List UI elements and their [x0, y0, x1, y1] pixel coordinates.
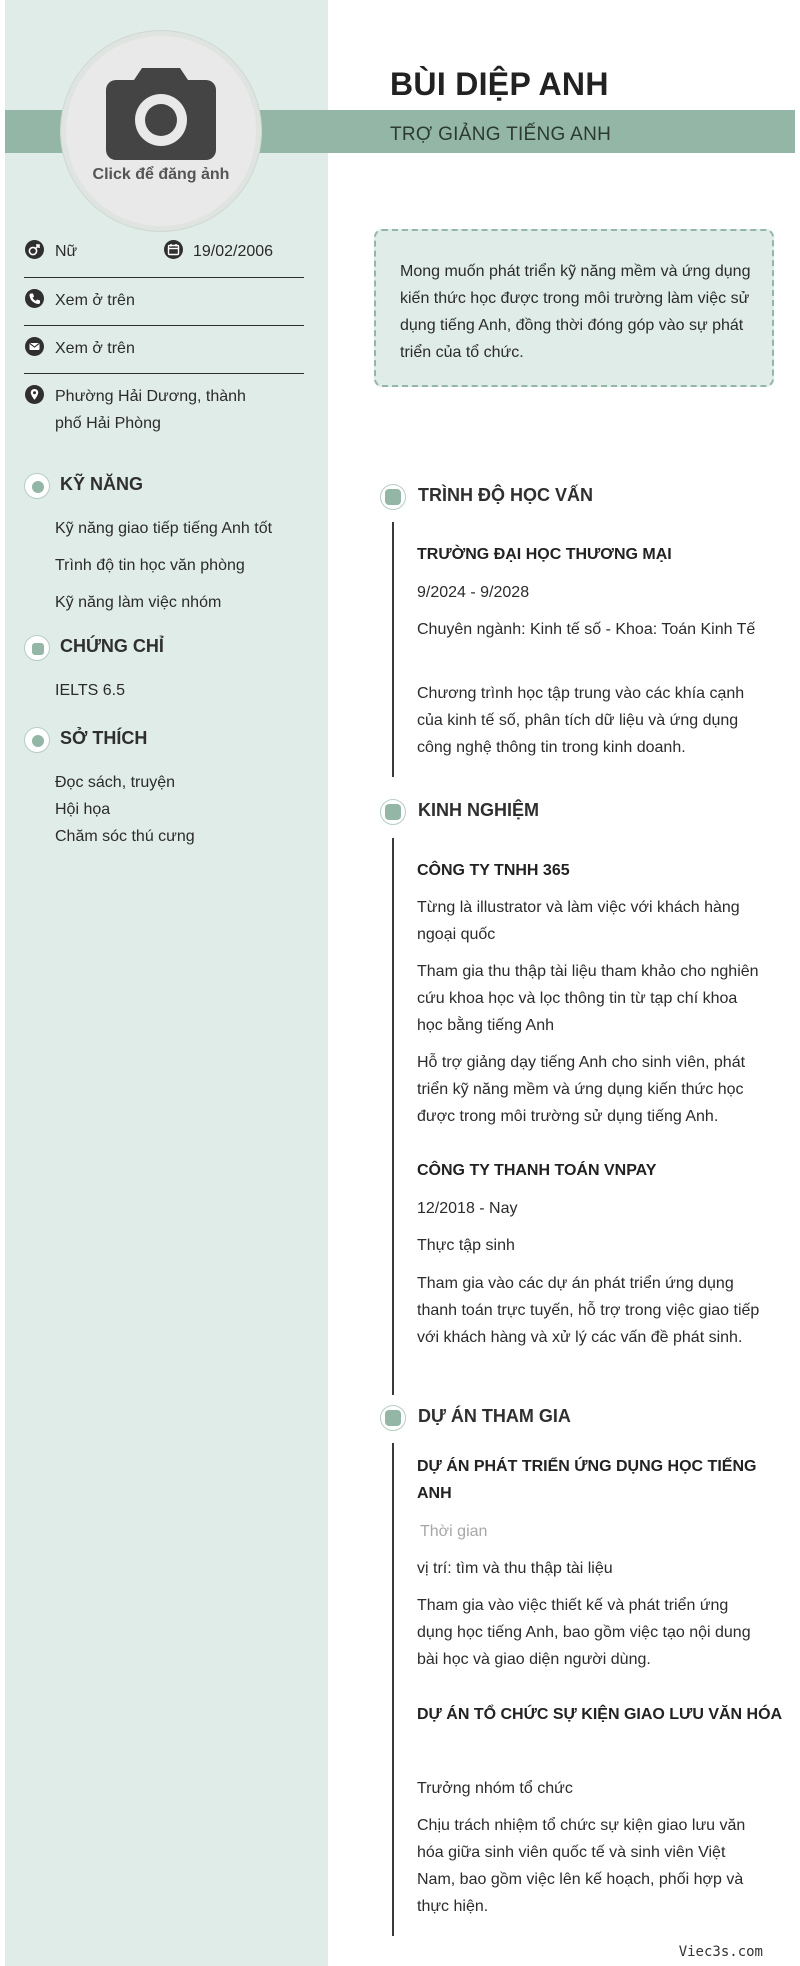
skill-item: Kỹ năng giao tiếp tiếng Anh tốt: [55, 520, 273, 537]
job-period: 12/2018 - Nay: [417, 1200, 518, 1217]
job-detail: Từng là illustrator và làm việc với khách hàng ngoại quốc: [417, 899, 740, 943]
project-description: Chịu trách nhiệm tổ chức sự kiện giao lưu văn hóa giữa sinh viên quốc tế và sinh viên Việt Nam, bao gồm việc lên kế hoạch, phối hợp và thực hiện.: [417, 1817, 746, 1915]
camera-icon: [104, 64, 218, 162]
timeline-line: [392, 1443, 394, 1936]
phone-icon: [25, 289, 44, 308]
job-detail: Hỗ trợ giảng dạy tiếng Anh cho sinh viên, phát triển kỹ năng mềm và ứng dụng kiến thức học được trong môi trường sử dụng tiếng Anh.: [417, 1054, 746, 1125]
sidebar: [5, 0, 328, 1966]
projects-title: DỰ ÁN THAM GIA: [418, 1406, 571, 1426]
project-name: DỰ ÁN PHÁT TRIỂN ỨNG DỤNG HỌC TIẾNG ANH: [417, 1458, 757, 1502]
skills-title: KỸ NĂNG: [60, 474, 144, 494]
address-line-1: Phường Hải Dương, thành: [55, 388, 246, 405]
birthdate-value: 19/02/2006: [193, 243, 274, 260]
phone-value: Xem ở trên: [55, 292, 135, 309]
gender-icon: [25, 240, 44, 259]
timeline-line: [392, 838, 394, 1395]
hobby-item: Hội họa: [55, 801, 111, 818]
candidate-name: BÙI DIỆP ANH: [390, 66, 609, 102]
experience-title: KINH NGHIỆM: [418, 800, 539, 820]
project-time-field[interactable]: Thời gian: [420, 1523, 488, 1540]
skill-item: Trình độ tin học văn phòng: [55, 557, 245, 574]
education-school: TRƯỜNG ĐẠI HỌC THƯƠNG MẠI: [417, 546, 672, 563]
job-company: CÔNG TY TNHH 365: [417, 862, 570, 879]
candidate-role: TRỢ GIẢNG TIẾNG ANH: [390, 124, 612, 145]
hobbies-title: SỞ THÍCH: [60, 728, 148, 748]
timeline-line: [392, 522, 394, 777]
location-icon: [25, 385, 44, 404]
briefcase-icon: [380, 799, 406, 825]
job-description: Tham gia vào các dự án phát triển ứng dụng thanh toán trực tuyến, hỗ trợ trong việc giao tiếp với khách hàng và xử lý các vấn đề phát sinh.: [417, 1275, 760, 1346]
career-objective: Mong muốn phát triển kỹ năng mềm và ứng dụng kiến thức học được trong môi trường làm việc sử dụng tiếng Anh, đồng thời đóng góp vào sự phát triển của tổ chức.: [374, 229, 774, 387]
job-company: CÔNG TY THANH TOÁN VNPAY: [417, 1162, 657, 1179]
divider: [24, 277, 304, 278]
job-position: Thực tập sinh: [417, 1237, 515, 1254]
hobby-item: Chăm sóc thú cưng: [55, 828, 195, 845]
education-title: TRÌNH ĐỘ HỌC VẤN: [418, 485, 593, 505]
photo-upload[interactable]: [61, 31, 261, 231]
job-detail: Tham gia thu thập tài liệu tham khảo cho nghiên cứu khoa học và lọc thông tin từ tạp chí khoa học bằng tiếng Anh: [417, 963, 759, 1034]
certificate-icon: [24, 635, 50, 661]
email-value: Xem ở trên: [55, 340, 135, 357]
site-watermark: Viec3s.com: [678, 1944, 763, 1960]
project-position: Trưởng nhóm tổ chức: [417, 1780, 573, 1797]
project-name: DỰ ÁN TỔ CHỨC SỰ KIỆN GIAO LƯU VĂN HÓA: [417, 1706, 783, 1723]
photo-caption: Click để đăng ảnh: [92, 166, 230, 183]
hobby-item: Đọc sách, truyện: [55, 774, 176, 791]
heart-icon: [24, 727, 50, 753]
graduation-cap-icon: [380, 484, 406, 510]
education-description: Chương trình học tập trung vào các khía cạnh của kinh tế số, phân tích dữ liệu và ứng dụng công nghệ thông tin trong kinh doanh.: [417, 685, 745, 756]
certificate-item: IELTS 6.5: [55, 682, 125, 699]
education-period: 9/2024 - 9/2028: [417, 584, 530, 601]
skills-icon: [24, 473, 50, 499]
certificates-title: CHỨNG CHỈ: [60, 636, 164, 656]
skill-item: Kỹ năng làm việc nhóm: [55, 594, 222, 611]
address-line-2: phố Hải Phòng: [55, 415, 161, 432]
divider: [24, 325, 304, 326]
email-icon: [25, 337, 44, 356]
project-position: vị trí: tìm và thu thập tài liệu: [417, 1560, 613, 1577]
education-major: Chuyên ngành: Kinh tế số - Khoa: Toán Kinh Tế: [417, 621, 756, 638]
divider: [24, 373, 304, 374]
project-description: Tham gia vào việc thiết kế và phát triển ứng dụng học tiếng Anh, bao gồm việc tạo nội dung bài học và giao diện người dùng.: [417, 1597, 751, 1668]
project-icon: [380, 1405, 406, 1431]
birthday-icon: [164, 240, 183, 259]
gender-value: Nữ: [55, 243, 78, 260]
